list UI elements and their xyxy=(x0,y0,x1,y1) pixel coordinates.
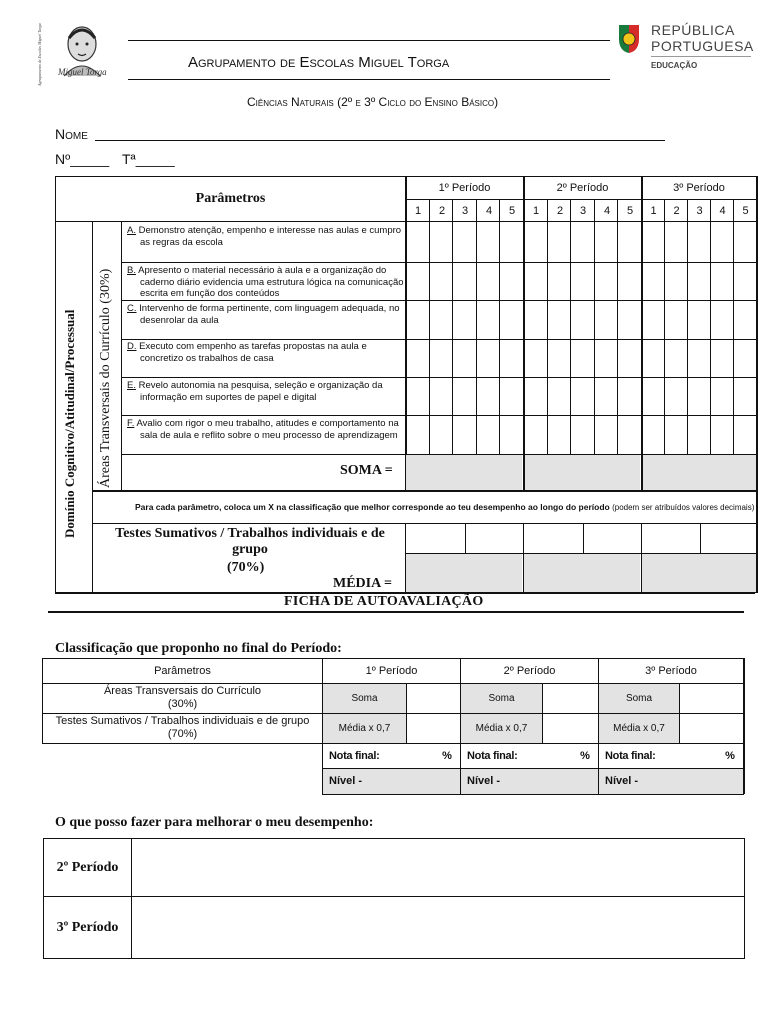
nivel-label: Nível - xyxy=(329,775,363,787)
rating-cell[interactable] xyxy=(688,416,710,454)
instruction-text: Para cada parâmetro, coloca um X na classificação que melhor corresponde ao teu desempenho ao longo do período xyxy=(135,502,610,512)
rating-cell[interactable] xyxy=(500,340,523,377)
params-header: Parâmetros xyxy=(195,191,266,206)
level-header: 1 xyxy=(414,204,422,217)
rating-cell[interactable] xyxy=(711,416,733,454)
rating-cell[interactable] xyxy=(453,301,476,339)
rating-cell[interactable] xyxy=(524,340,547,377)
rating-cell[interactable] xyxy=(688,340,710,377)
rating-cell[interactable] xyxy=(477,222,500,262)
rating-cell[interactable] xyxy=(430,340,453,377)
rating-cell[interactable] xyxy=(595,340,618,377)
param-text: Revelo autonomia na pesquisa, seleção e organização da informação em suportes de papel e digital xyxy=(138,380,383,403)
level-header: 4 xyxy=(719,204,726,217)
level-header: 2 xyxy=(556,204,564,217)
nota-final-label: Nota final: xyxy=(467,750,518,762)
rating-cell[interactable] xyxy=(734,340,756,377)
level-header: 1 xyxy=(650,204,657,217)
areas-label: Áreas Transversais do Currículo (30%) xyxy=(98,268,113,488)
media-label: Média x 0,7 xyxy=(613,723,665,734)
school-name: Agrupamento de Escolas Miguel Torga xyxy=(188,54,450,71)
rating-cell[interactable] xyxy=(500,301,523,339)
test-score-cell[interactable] xyxy=(406,524,465,553)
test-score-cell[interactable] xyxy=(701,524,756,553)
rating-cell[interactable] xyxy=(642,263,664,300)
param-text: Intervenho de forma pertinente, com linguagem adequada, no desenrolar da aula xyxy=(139,303,400,326)
rating-cell[interactable] xyxy=(524,416,547,454)
rating-cell[interactable] xyxy=(665,416,687,454)
class-row1-pct: (30%) xyxy=(167,698,198,710)
level-header: 2 xyxy=(438,204,446,217)
nivel-input[interactable] xyxy=(389,770,456,792)
rating-cell[interactable] xyxy=(453,416,476,454)
rating-cell[interactable] xyxy=(500,263,523,300)
rating-cell[interactable] xyxy=(688,301,710,339)
rating-cell[interactable] xyxy=(618,222,641,262)
rating-cell[interactable] xyxy=(430,301,453,339)
soma-label: Soma xyxy=(625,693,653,704)
rating-cell[interactable] xyxy=(477,340,500,377)
class-period-1: 1º Período xyxy=(365,665,418,677)
nivel-input[interactable] xyxy=(665,770,739,792)
rating-cell[interactable] xyxy=(734,416,756,454)
param-row xyxy=(127,303,412,326)
class-params-header: Parâmetros xyxy=(154,665,211,677)
rating-cell[interactable] xyxy=(477,301,500,339)
rating-cell[interactable] xyxy=(665,340,687,377)
rating-cell[interactable] xyxy=(548,378,571,415)
rating-cell[interactable] xyxy=(711,378,733,415)
period-header-1: 1º Período xyxy=(438,182,491,194)
level-header: 1 xyxy=(532,204,540,217)
param-letter: E. xyxy=(127,380,136,391)
rating-cell[interactable] xyxy=(571,378,594,415)
rating-cell[interactable] xyxy=(688,222,710,262)
rating-cell[interactable] xyxy=(642,301,664,339)
rating-cell[interactable] xyxy=(642,222,664,262)
rating-cell[interactable] xyxy=(618,416,641,454)
param-row xyxy=(127,380,412,403)
nivel-input[interactable] xyxy=(527,770,594,792)
soma-input[interactable] xyxy=(407,684,460,713)
test-score-cell[interactable] xyxy=(642,524,700,553)
percent-sign: % xyxy=(442,750,452,762)
rating-cell[interactable] xyxy=(618,263,641,300)
class-row2-label: Testes Sumativos / Trabalhos individuais e de grupo xyxy=(55,715,310,727)
level-header: 2 xyxy=(673,204,680,217)
rating-cell[interactable] xyxy=(477,263,500,300)
param-letter: F. xyxy=(127,418,135,429)
improve-input-3[interactable] xyxy=(132,897,744,958)
test-score-cell[interactable] xyxy=(584,524,641,553)
name-field[interactable] xyxy=(95,140,665,141)
rating-cell[interactable] xyxy=(453,340,476,377)
rating-cell[interactable] xyxy=(571,416,594,454)
rating-cell[interactable] xyxy=(595,416,618,454)
rating-cell[interactable] xyxy=(477,416,500,454)
rating-cell[interactable] xyxy=(665,222,687,262)
soma-label: SOMA = xyxy=(340,463,393,478)
param-letter: A. xyxy=(127,225,136,236)
rating-cell[interactable] xyxy=(571,222,594,262)
rating-cell[interactable] xyxy=(500,222,523,262)
rating-cell[interactable] xyxy=(524,263,547,300)
level-header: 4 xyxy=(603,204,611,217)
nota-final-input[interactable] xyxy=(389,746,440,766)
rating-cell[interactable] xyxy=(711,222,733,262)
media-input[interactable] xyxy=(543,714,598,743)
rating-cell[interactable] xyxy=(595,301,618,339)
portrait-caption: Agrupamento de Escolas Miguel Torga xyxy=(37,23,42,86)
government-logo xyxy=(613,20,753,74)
rating-cell[interactable] xyxy=(734,222,756,262)
rating-cell[interactable] xyxy=(665,378,687,415)
class-row2-pct: (70%) xyxy=(167,728,198,740)
rating-cell[interactable] xyxy=(595,263,618,300)
param-text: Apresento o material necessário à aula e a organização do caderno diário evidencia uma estrutura lógica na comunicação escrita em função dos conteúdos xyxy=(138,265,404,299)
gov-line3: EDUCAÇÃO xyxy=(651,61,698,70)
rating-cell[interactable] xyxy=(524,378,547,415)
level-header: 5 xyxy=(626,204,634,217)
nota-final-label: Nota final: xyxy=(329,750,380,762)
rating-cell[interactable] xyxy=(430,378,453,415)
rating-cell[interactable] xyxy=(688,263,710,300)
rating-cell[interactable] xyxy=(548,263,571,300)
test-score-cell[interactable] xyxy=(524,524,583,553)
tests-label: Testes Sumativos / Trabalhos individuais e de grupo xyxy=(115,526,385,557)
class-period-2: 2º Período xyxy=(503,665,556,677)
gov-line2: PORTUGUESA xyxy=(651,38,754,54)
param-letter: D. xyxy=(127,341,137,352)
rating-cell[interactable] xyxy=(665,301,687,339)
percent-sign: % xyxy=(725,750,735,762)
nivel-label: Nível - xyxy=(467,775,501,787)
param-row xyxy=(127,418,412,441)
improve-row-label-2: 2º Período xyxy=(56,859,119,875)
rating-cell[interactable] xyxy=(688,378,710,415)
rating-cell[interactable] xyxy=(595,378,618,415)
test-score-cell[interactable] xyxy=(466,524,523,553)
rating-cell[interactable] xyxy=(548,416,571,454)
rating-cell[interactable] xyxy=(734,263,756,300)
rating-cell[interactable] xyxy=(500,416,523,454)
rating-cell[interactable] xyxy=(642,378,664,415)
nota-final-label: Nota final: xyxy=(605,750,656,762)
rating-cell[interactable] xyxy=(571,263,594,300)
rating-cell[interactable] xyxy=(524,301,547,339)
page-title: FICHA DE AUTOAVALIAÇÃO xyxy=(284,594,484,609)
param-row xyxy=(127,225,412,248)
level-header: 5 xyxy=(742,204,749,217)
rating-cell[interactable] xyxy=(571,340,594,377)
period-header-2: 2º Período xyxy=(556,182,609,194)
gov-line1: REPÚBLICA xyxy=(651,22,735,38)
rating-cell[interactable] xyxy=(430,263,453,300)
soma-label: Soma xyxy=(351,693,378,704)
class-row1-label: Áreas Transversais do Currículo xyxy=(103,685,262,697)
signature: Miguel Torga xyxy=(58,67,107,77)
rating-cell[interactable] xyxy=(548,301,571,339)
name-label: Nome xyxy=(55,126,88,142)
class-period-3: 3º Período xyxy=(645,665,697,677)
soma-label: Soma xyxy=(488,693,515,704)
media-input[interactable] xyxy=(407,714,460,743)
param-row xyxy=(127,341,412,364)
tests-pct: (70%) xyxy=(227,560,265,575)
media-label: Média x 0,7 xyxy=(338,723,391,734)
rating-cell[interactable] xyxy=(642,340,664,377)
percent-sign: % xyxy=(580,750,590,762)
param-text: Executo com empenho as tarefas propostas na aula e concretizo os trabalhos de casa xyxy=(139,341,367,364)
rating-cell[interactable] xyxy=(453,222,476,262)
rating-cell[interactable] xyxy=(453,378,476,415)
rating-cell[interactable] xyxy=(595,222,618,262)
rating-cell[interactable] xyxy=(453,263,476,300)
rating-cell[interactable] xyxy=(711,340,733,377)
rating-cell[interactable] xyxy=(477,378,500,415)
param-letter: C. xyxy=(127,303,137,314)
level-header: 3 xyxy=(579,204,587,217)
number-field[interactable]: Nº_____ xyxy=(55,151,110,167)
media-label: MÉDIA = xyxy=(333,576,392,591)
media-input[interactable] xyxy=(680,714,743,743)
rating-cell[interactable] xyxy=(571,301,594,339)
rating-cell[interactable] xyxy=(711,301,733,339)
rating-cell[interactable] xyxy=(642,416,664,454)
param-letter: B. xyxy=(127,265,136,276)
rating-cell[interactable] xyxy=(524,222,547,262)
rating-cell[interactable] xyxy=(665,263,687,300)
rating-cell[interactable] xyxy=(618,301,641,339)
rating-cell[interactable] xyxy=(711,263,733,300)
level-header: 3 xyxy=(461,204,469,217)
improve-input-2[interactable] xyxy=(132,839,744,896)
rating-cell[interactable] xyxy=(734,378,756,415)
level-header: 4 xyxy=(485,204,493,217)
rating-cell[interactable] xyxy=(430,222,453,262)
soma-input[interactable] xyxy=(680,684,743,713)
classification-heading: Classificação que proponho no final do Período: xyxy=(55,641,342,656)
level-header: 5 xyxy=(508,204,516,217)
level-header: 3 xyxy=(696,204,703,217)
rating-cell[interactable] xyxy=(430,416,453,454)
instruction-note: (podem ser atribuídos valores decimais) xyxy=(612,503,755,512)
nota-final-input[interactable] xyxy=(665,746,723,766)
period-header-3: 3º Período xyxy=(673,182,725,194)
nivel-label: Nível - xyxy=(605,775,639,787)
domain-label: Domínio Cognitivo/Atitudinal/Processual xyxy=(62,309,77,538)
rating-cell[interactable] xyxy=(734,301,756,339)
improve-row-label-3: 3º Período xyxy=(56,919,119,935)
media-label: Média x 0,7 xyxy=(475,723,528,734)
soma-input[interactable] xyxy=(543,684,598,713)
param-text: Avalio com rigor o meu trabalho, atitudes e comportamento na sala de aula e reflito sobre o meu processo de aprendizagem xyxy=(136,418,399,441)
improve-heading: O que posso fazer para melhorar o meu desempenho: xyxy=(55,815,374,830)
param-text: Demonstro atenção, empenho e interesse nas aulas e cumpro as regras da escola xyxy=(138,225,402,248)
rating-cell[interactable] xyxy=(548,222,571,262)
subject-title: Ciências Naturais (2º e 3º Ciclo do Ensino Básico) xyxy=(247,95,499,109)
nota-final-input[interactable] xyxy=(527,746,578,766)
rating-cell[interactable] xyxy=(618,378,641,415)
instruction xyxy=(135,502,754,512)
rating-cell[interactable] xyxy=(548,340,571,377)
param-row xyxy=(127,265,412,300)
rating-cell[interactable] xyxy=(618,340,641,377)
class-field[interactable]: Tª_____ xyxy=(122,151,175,167)
rating-cell[interactable] xyxy=(500,378,523,415)
